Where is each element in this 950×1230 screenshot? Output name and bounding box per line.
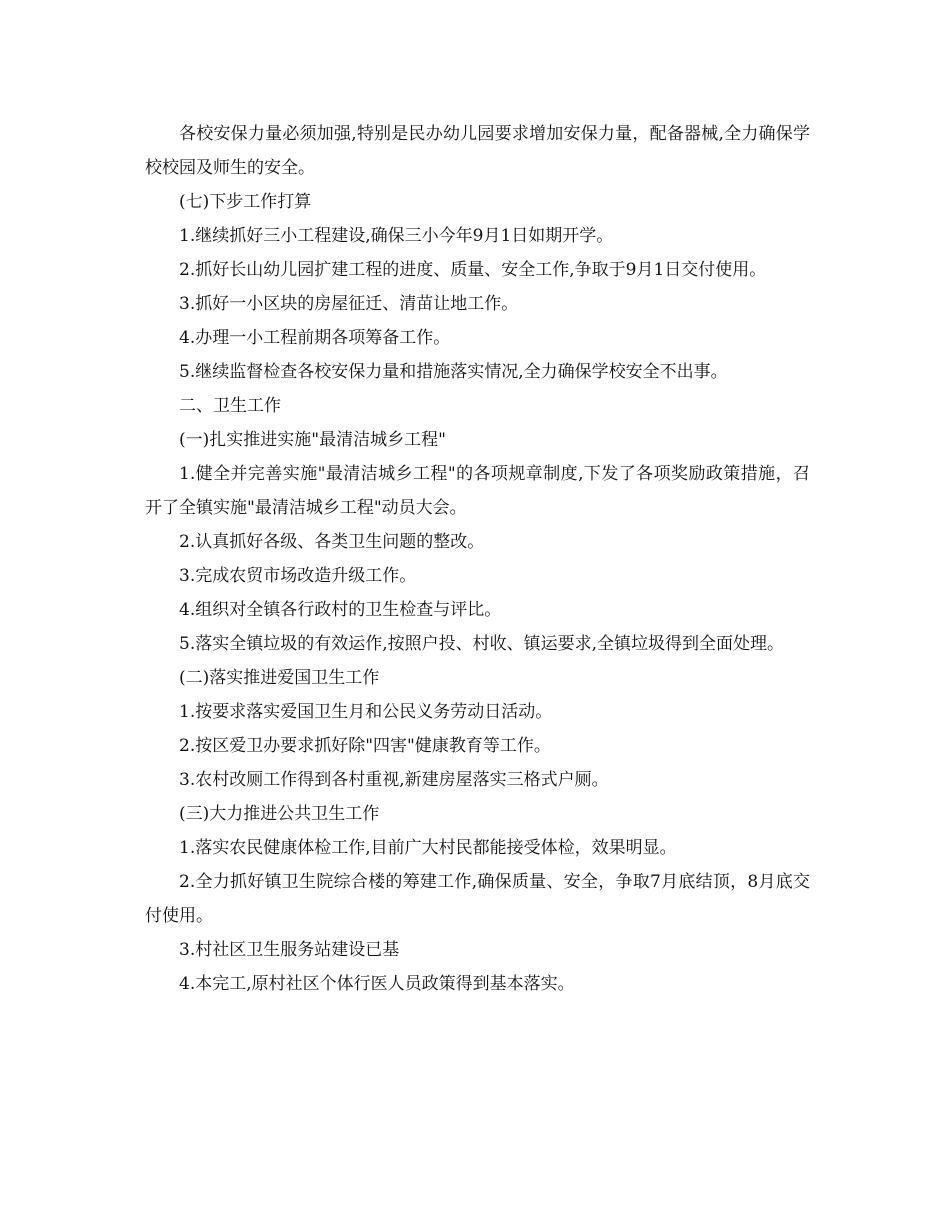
list-item-1: 1.落实农民健康体检工作,目前广大村民都能接受体检，效果明显。	[179, 838, 677, 858]
subheading-public-health: (三)大力推进公共卫生工作	[179, 804, 380, 824]
list-item-4: 4.本完工,原村社区个体行医人员政策得到基本落实。	[179, 974, 575, 994]
subheading-patriotic-health: (二)落实推进爱国卫生工作	[179, 668, 380, 688]
list-item-3: 3.抓好一小区块的房屋征迁、清苗让地工作。	[179, 294, 519, 314]
list-item-5: 5.继续监督检查各校安保力量和措施落实情况,全力确保学校安全不出事。	[179, 362, 728, 382]
list-item-4: 4.办理一小工程前期各项筹备工作。	[179, 328, 451, 348]
list-item-1: 1.按要求落实爱国卫生月和公民义务劳动日活动。	[179, 702, 553, 722]
list-item-2: 2.抓好长山幼儿园扩建工程的进度、质量、安全工作,争取于9月1日交付使用。	[179, 260, 767, 280]
list-item-5: 5.落实全镇垃圾的有效运作,按照户投、村收、镇运要求,全镇垃圾得到全面处理。	[179, 634, 785, 654]
list-item-4: 4.组织对全镇各行政村的卫生检查与评比。	[179, 600, 502, 620]
list-item-1: 1.继续抓好三小工程建设,确保三小今年9月1日如期开学。	[179, 226, 614, 246]
subheading-clean-urban-rural: (一)扎实推进实施"最清洁城乡工程"	[179, 430, 446, 450]
heading-next-step-plan: (七)下步工作打算	[179, 192, 312, 212]
list-item-3: 3.完成农贸市场改造升级工作。	[179, 566, 417, 586]
list-item-3: 3.农村改厕工作得到各村重视,新建房屋落实三格式户厕。	[179, 770, 609, 790]
list-item-1: 1.健全并完善实施"最清洁城乡工程"的各项规章制度,下发了各项奖励政策措施，召开了全镇实施"最清洁城乡工程"动员大会。	[145, 464, 810, 518]
list-item-3: 3.村社区卫生服务站建设已基	[179, 940, 400, 960]
list-item-2: 2.全力抓好镇卫生院综合楼的筹建工作,确保质量、安全，争取7月底结顶，8月底交付使用。	[145, 872, 810, 926]
list-item-2: 2.认真抓好各级、各类卫生问题的整改。	[179, 532, 485, 552]
list-item-2: 2.按区爱卫办要求抓好除"四害"健康教育等工作。	[179, 736, 551, 756]
paragraph-security-strengthening: 各校安保力量必须加强,特别是民办幼儿园要求增加安保力量，配备器械,全力确保学校校园及师生的安全。	[145, 124, 810, 178]
document-body	[145, 117, 810, 1001]
section-heading-health-work: 二、卫生工作	[179, 396, 281, 416]
